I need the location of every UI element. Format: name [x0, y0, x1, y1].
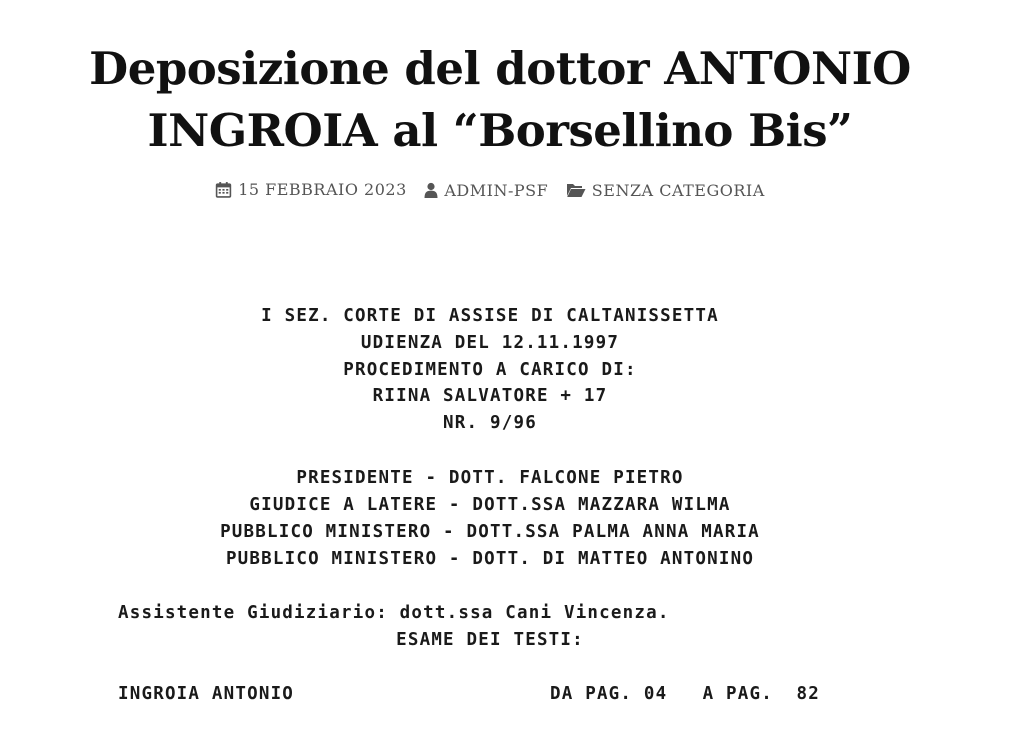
- assistant-line: Assistente Giudiziario: dott.ssa Cani Vincenza.: [118, 603, 670, 623]
- hearing-line: UDIENZA DEL 12.11.1997: [360, 333, 620, 353]
- defendants-line: RIINA SALVATORE + 17: [372, 386, 608, 406]
- post-title: Deposizione del dottor ANTONIO INGROIA al “Borsellino Bis”: [89, 42, 911, 157]
- panel-president: PRESIDENTE - DOTT. FALCONE PIETRO: [296, 468, 684, 488]
- post-author-text: ADMIN-PSF: [444, 180, 549, 200]
- panel-prosecutor-2: PUBBLICO MINISTERO - DOTT. DI MATTEO ANTONINO: [225, 549, 755, 569]
- panel-prosecutor-1: PUBBLICO MINISTERO - DOTT.SSA PALMA ANNA MARIA: [220, 522, 760, 542]
- post-category-text: SENZA CATEGORIA: [591, 180, 765, 200]
- court-line: I SEZ. CORTE DI ASSISE DI CALTANISSETTA: [261, 306, 719, 326]
- case-number-line: NR. 9/96: [443, 413, 537, 433]
- post-date-text: 15 FEBBRAIO 2023: [238, 180, 407, 199]
- witness-name: INGROIA ANTONIO: [118, 684, 295, 704]
- exam-heading: ESAME DEI TESTI:: [396, 630, 584, 650]
- panel-associate-judge: GIUDICE A LATERE - DOTT.SSA MAZZARA WILMA: [249, 495, 731, 515]
- witness-pages: DA PAG. 04 A PAG. 82: [550, 684, 820, 704]
- proceeding-line: PROCEDIMENTO A CARICO DI:: [343, 360, 637, 380]
